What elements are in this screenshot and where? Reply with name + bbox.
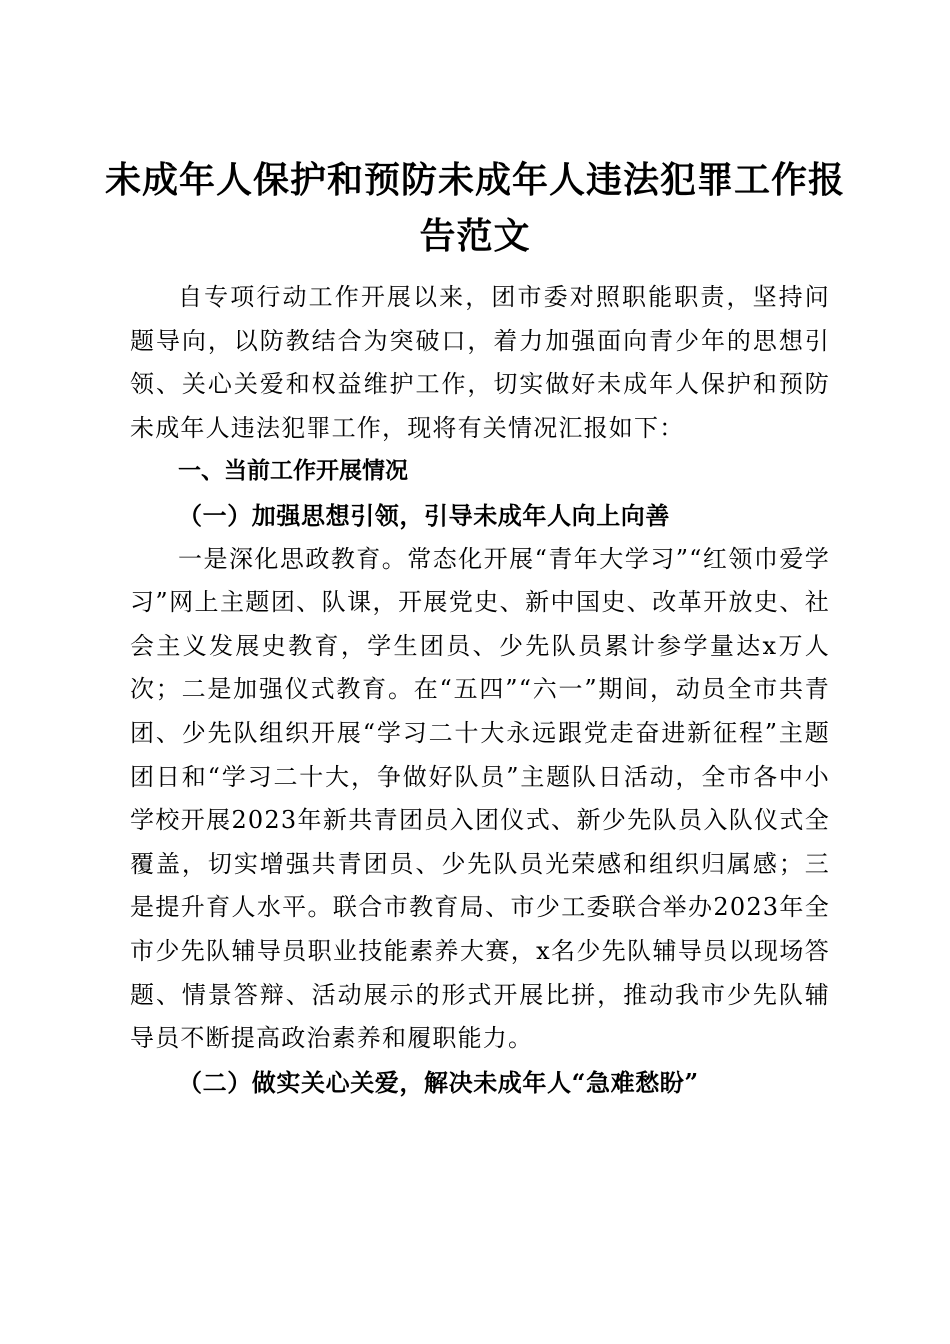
section-heading: 一、当前工作开展情况 — [178, 458, 408, 485]
intro-paragraph: 自专项行动工作开展以来，团市委对照职能职责，坚持问题导向，以防教结合为突破口，着力加强面向青少年的思想引领、关心关爱和权益维护工作，切实做好未成年人保护和预防未成年人违法犯罪工作，现将有关情况汇报如下： — [130, 283, 830, 442]
document-body — [130, 276, 830, 1104]
document-title: 未成年人保护和预防未成年人违法犯罪工作报告范文 — [104, 159, 845, 258]
subsection-paragraph: 一是深化思政教育。常态化开展“青年大学习”“红领巾爱学习”网上主题团、队课，开展党史、新中国史、改革开放史、社会主义发展史教育，学生团员、少先队员累计参学量达x万人次；二是加强仪式教育。在“五四”“六一”期间，动员全市共青团、少先队组织开展“学习二十大永远跟党走奋进新征程”主题团日和“学习二十大，争做好队员”主题队日活动，全市各中小学校开展2023年新共青团员入团仪式、新少先队员入队仪式全覆盖，切实增强共青团员、少先队员光荣感和组织归属感；三是提升育人水平。联合市教育局、市少工委联合举办2023年全市少先队辅导员职业技能素养大赛，x名少先队辅导员以现场答题、情景答辩、活动展示的形式开展比拼，推动我市少先队辅导员不断提高政治素养和履职能力。 — [130, 544, 830, 1053]
subsection-heading: （一）加强思想引领，引导未成年人向上向善 — [178, 500, 670, 530]
subsection-heading-2: （二）做实关心关爱，解决未成年人“急难愁盼” — [178, 1067, 699, 1097]
